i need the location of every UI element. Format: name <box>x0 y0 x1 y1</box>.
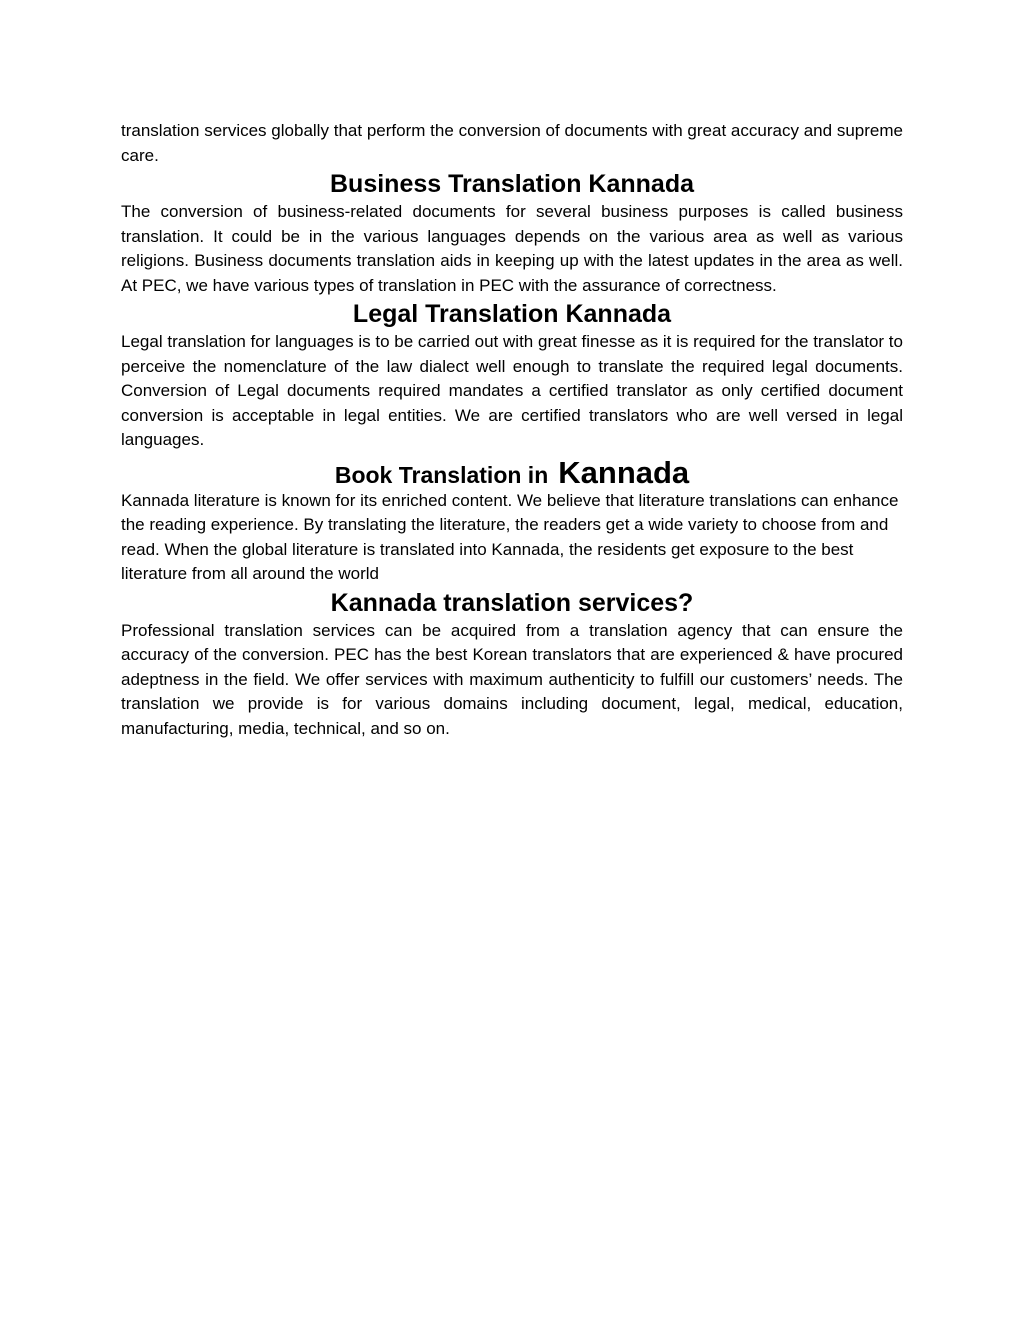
heading-book-translation <box>121 453 903 489</box>
paragraph-kannada-services: Professional translation services can be acquired from a translation agency that can ensure the accuracy of the conversion. PEC has the best Korean translators that are experienced & have procured adeptness in the field. We offer services with maximum authenticity to fulfill our customers’ needs. The translation we provide is for various domains including document, legal, medical, education, manufacturing, media, technical, and so on. <box>121 620 903 738</box>
heading-book-part1: Book Translation in <box>334 461 549 488</box>
paragraph-business-translation: The conversion of business-related documents for several business purposes is called business translation. It could be in the various languages depends on the various area as well as various religions. Business documents translation aids in keeping up with the latest updates in the area as well. At PEC, we have various types of translation in PEC with the assurance of correctness. <box>121 202 903 295</box>
intro-paragraph: translation services globally that perform the conversion of documents with great accuracy and supreme care. <box>121 121 903 165</box>
heading-business-translation: Business Translation Kannada <box>330 170 694 198</box>
paragraph-book-translation: Kannada literature is known for its enriched content. We believe that literature translations can enhance the reading experience. By translating the literature, the readers get a wide variety to choose from and read. When the global literature is translated into Kannada, the residents get exposure to the best literature from all around the world <box>121 490 899 583</box>
document-page <box>121 119 903 741</box>
heading-kannada-services: Kannada translation services? <box>330 588 694 617</box>
paragraph-legal-translation: Legal translation for languages is to be carried out with great finesse as it is required for the translator to perceive the nomenclature of the law dialect well enough to translate the required legal documents. Conversion of Legal documents required mandates a certified translator as only certified document conversion is acceptable in legal entities. We are certified translators who are well versed in legal languages. <box>121 332 903 449</box>
heading-legal-translation: Legal Translation Kannada <box>352 300 672 328</box>
heading-book-part2: Kannada <box>558 454 690 490</box>
